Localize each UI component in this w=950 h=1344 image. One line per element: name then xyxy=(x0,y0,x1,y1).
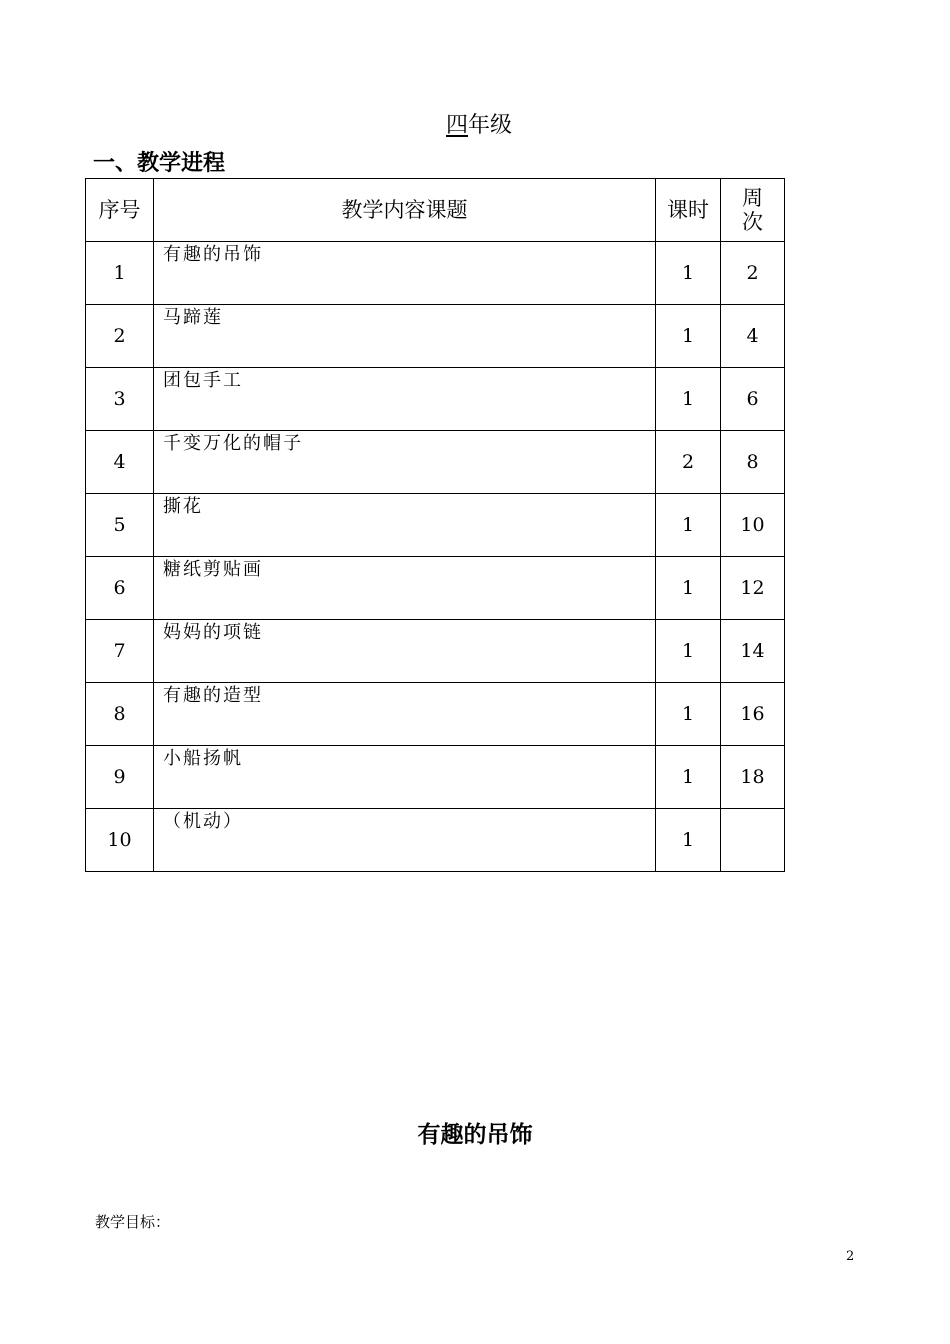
row-index: 5 xyxy=(86,494,154,557)
row-week: 8 xyxy=(721,431,785,494)
row-week: 10 xyxy=(721,494,785,557)
header-week-line1: 周 xyxy=(742,186,763,210)
table-row xyxy=(86,620,785,683)
row-week: 18 xyxy=(721,746,785,809)
grade-suffix: 年级 xyxy=(468,113,513,138)
row-hours: 1 xyxy=(656,746,721,809)
row-topic: 小船扬帆 xyxy=(154,746,656,809)
teaching-schedule-table xyxy=(85,178,785,872)
grade-number: 四 xyxy=(445,113,468,138)
row-index: 1 xyxy=(86,242,154,305)
table-header-row xyxy=(86,179,785,242)
row-hours: 1 xyxy=(656,305,721,368)
row-week: 2 xyxy=(721,242,785,305)
lesson-title: 有趣的吊饰 xyxy=(417,1122,533,1148)
objective-label: 教学目标： xyxy=(95,1213,171,1231)
row-index: 6 xyxy=(86,557,154,620)
row-index: 3 xyxy=(86,368,154,431)
row-hours: 1 xyxy=(656,242,721,305)
row-hours: 1 xyxy=(656,683,721,746)
row-topic: （机动） xyxy=(154,809,656,872)
row-week: 6 xyxy=(721,368,785,431)
header-index: 序号 xyxy=(86,179,154,242)
row-topic: 妈妈的项链 xyxy=(154,620,656,683)
row-week: 16 xyxy=(721,683,785,746)
row-topic: 有趣的造型 xyxy=(154,683,656,746)
page-number: 2 xyxy=(846,1249,855,1264)
row-topic: 团包手工 xyxy=(154,368,656,431)
row-hours: 1 xyxy=(656,368,721,431)
table-row xyxy=(86,368,785,431)
header-topic: 教学内容课题 xyxy=(154,179,656,242)
row-topic: 撕花 xyxy=(154,494,656,557)
table-row xyxy=(86,431,785,494)
row-index: 10 xyxy=(86,809,154,872)
table-row xyxy=(86,494,785,557)
row-hours: 1 xyxy=(656,494,721,557)
row-index: 4 xyxy=(86,431,154,494)
grade-title xyxy=(0,112,950,140)
row-week: 12 xyxy=(721,557,785,620)
row-topic: 千变万化的帽子 xyxy=(154,431,656,494)
row-hours: 1 xyxy=(656,620,721,683)
header-week-line2: 次 xyxy=(742,210,763,234)
row-index: 2 xyxy=(86,305,154,368)
row-index: 7 xyxy=(86,620,154,683)
row-hours: 1 xyxy=(656,557,721,620)
table-row xyxy=(86,242,785,305)
row-hours: 1 xyxy=(656,809,721,872)
row-topic: 有趣的吊饰 xyxy=(154,242,656,305)
table-row xyxy=(86,557,785,620)
row-topic: 马蹄莲 xyxy=(154,305,656,368)
row-hours: 2 xyxy=(656,431,721,494)
table-row xyxy=(86,305,785,368)
row-index: 8 xyxy=(86,683,154,746)
table-row xyxy=(86,746,785,809)
section-heading: 一、教学进程 xyxy=(93,151,226,176)
row-index: 9 xyxy=(86,746,154,809)
table-row xyxy=(86,683,785,746)
header-hours: 课时 xyxy=(656,179,721,242)
row-topic: 糖纸剪贴画 xyxy=(154,557,656,620)
row-week xyxy=(721,809,785,872)
row-week: 4 xyxy=(721,305,785,368)
header-week xyxy=(721,179,785,242)
table-row xyxy=(86,809,785,872)
row-week: 14 xyxy=(721,620,785,683)
